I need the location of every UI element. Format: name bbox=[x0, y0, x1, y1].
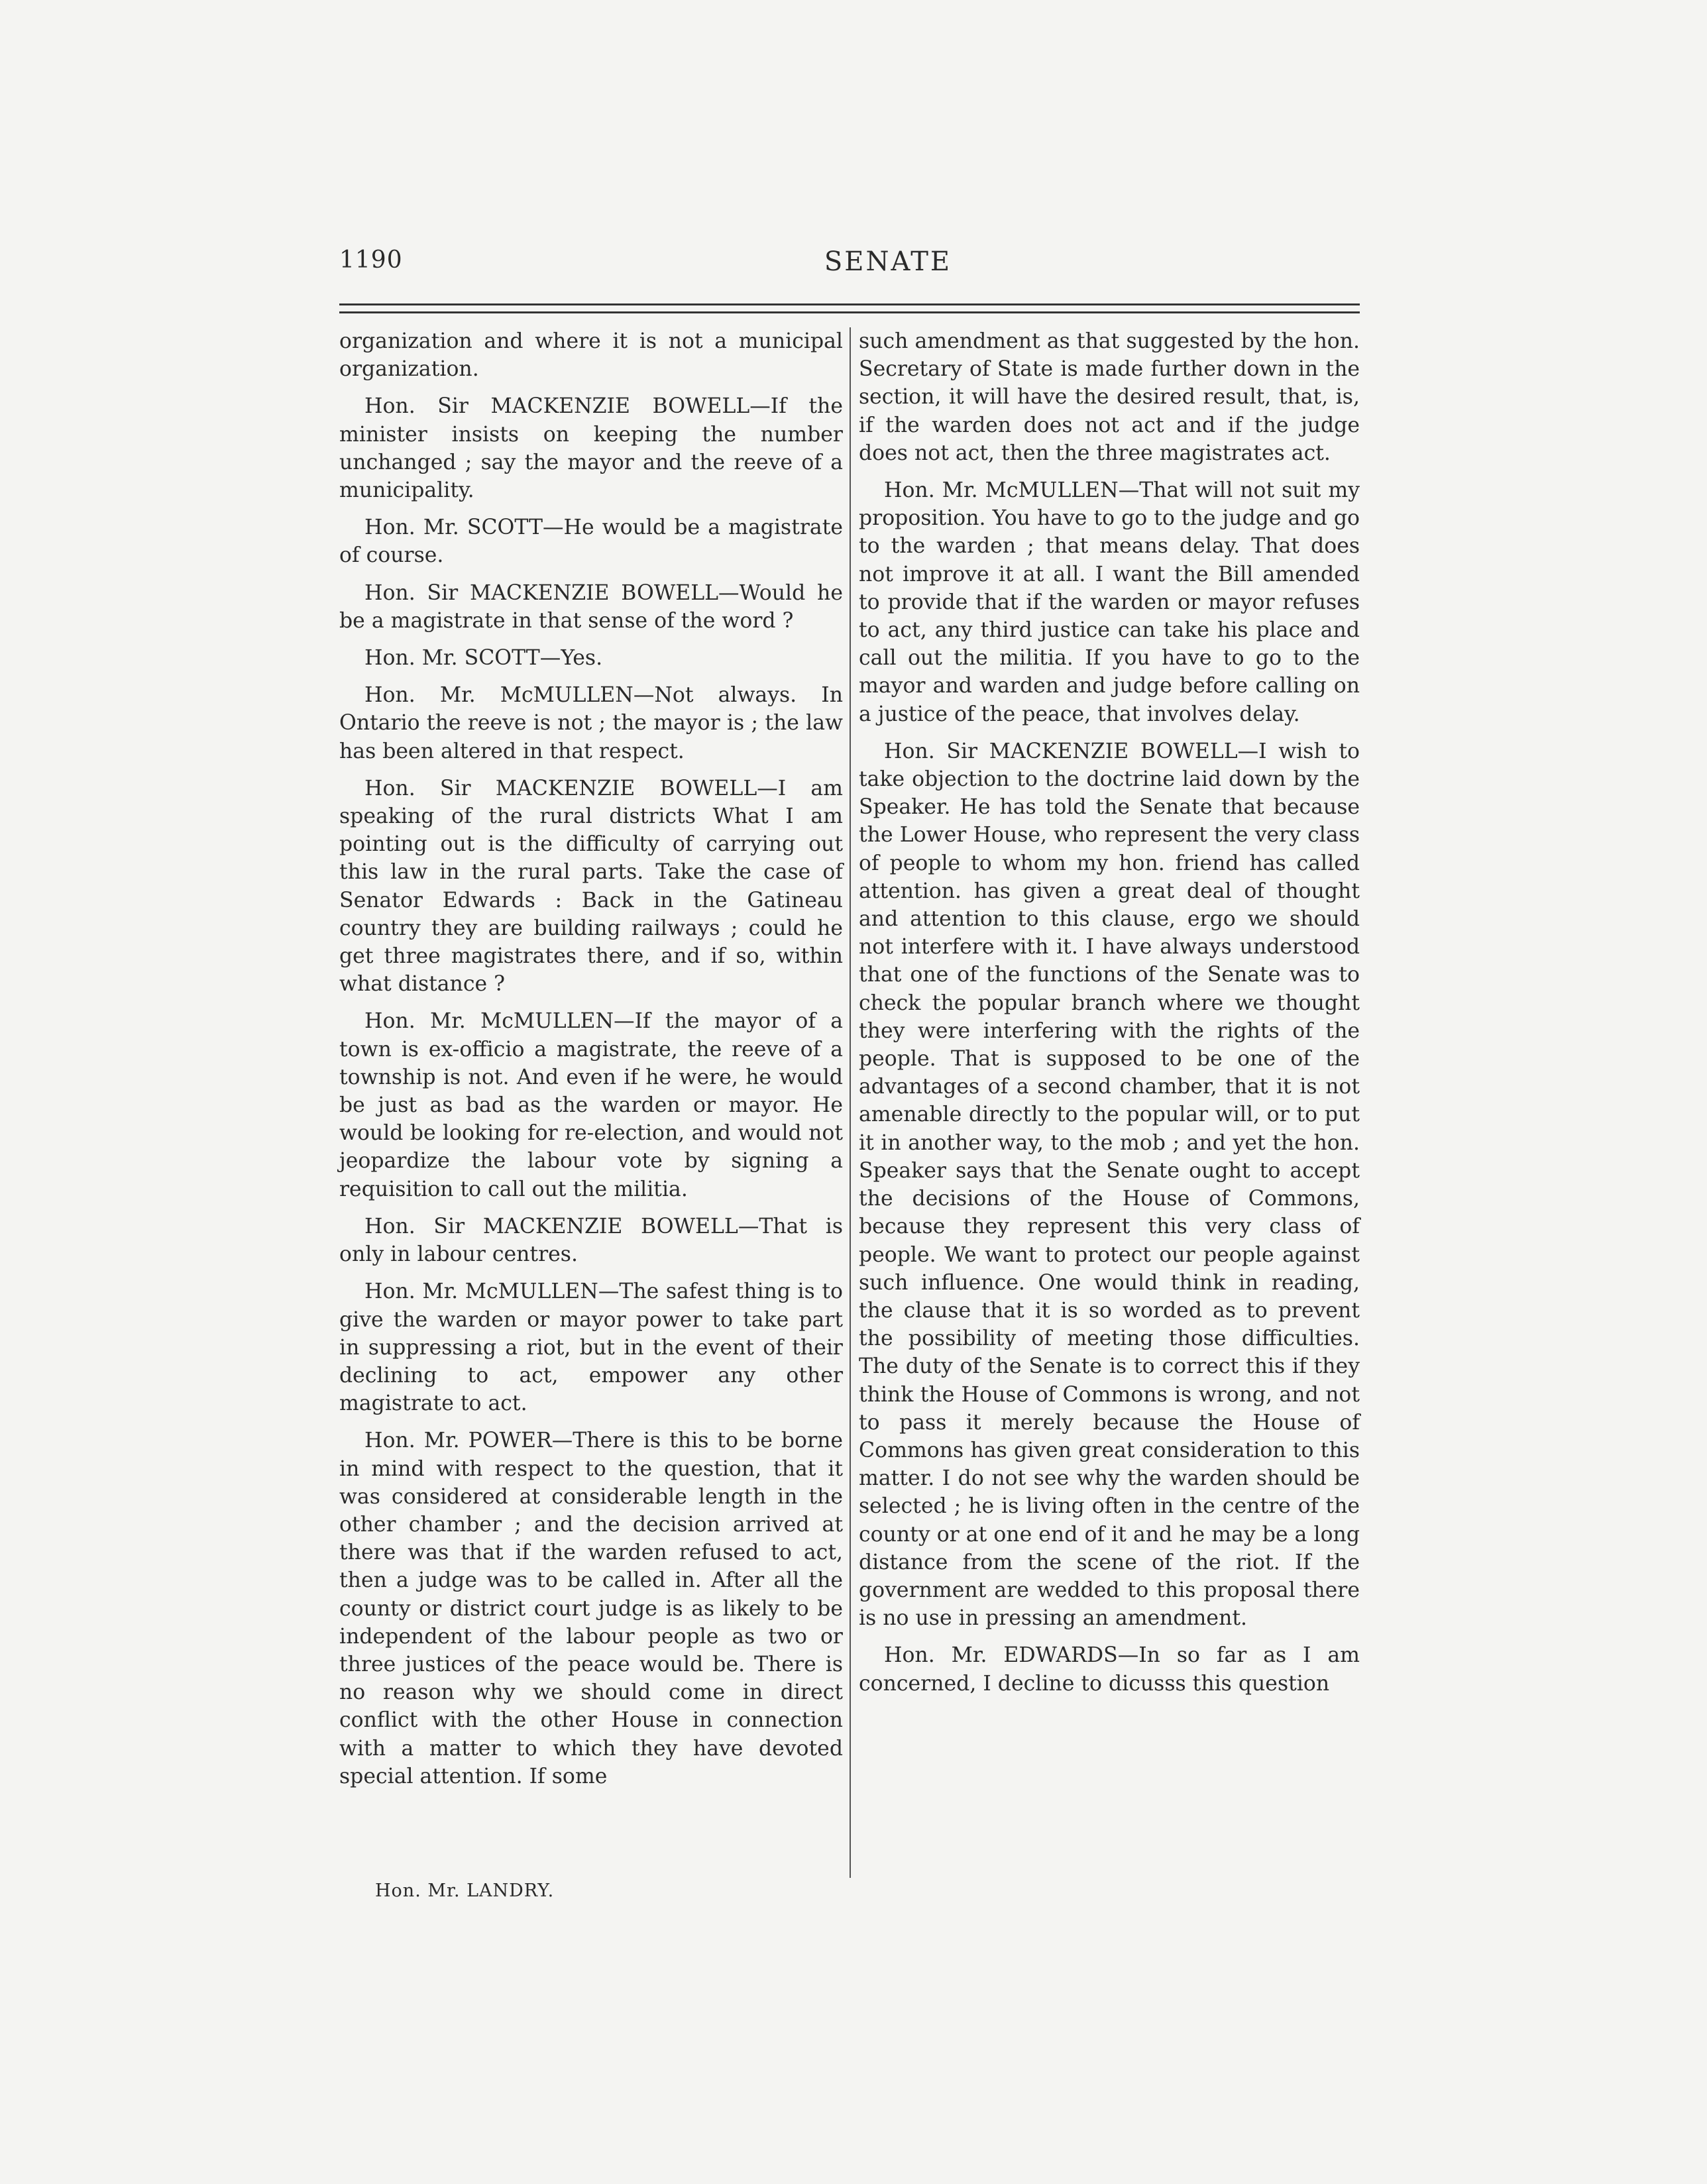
paragraph: Hon. Mr. McMULLEN—If the mayor of a town is ex-officio a magistrate, the reeve of a township is not. And even if he were, he would be just as bad as the warden or mayor. He would be looking for re-election, and would not jeopardize the labour vote by signing a requisition to call out the militia. bbox=[339, 1009, 843, 1201]
paragraph: Hon. Mr. POWER—There is this to be borne in mind with respect to the question, that it was considered at considerable length in the other chamber ; and the decision arrived at there was that if the warden refused to act, then a judge was to be called in. After all the county or district court judge is as likely to be independent of the labour people as two or three justices of the peace would be. There is no reason why we should come in direct conflict with the other House in connection with a matter to which they have devoted special attention. If some bbox=[339, 1429, 843, 1788]
right-column bbox=[859, 327, 1360, 1707]
footer-speaker-name: Hon. Mr. LANDRY. bbox=[375, 1881, 555, 1901]
paragraph: Hon. Mr. McMULLEN—That will not suit my proposition. You have to go to the judge and go to the warden ; that means delay. That does not improve it at all. I want the Bill amended to provide that if the warden or mayor refuses to act, any third justice can take his place and call out the militia. If you have to go to the mayor and warden and judge before calling on a justice of the peace, that involves delay. bbox=[859, 478, 1360, 726]
header-rule-top bbox=[339, 303, 1360, 305]
paragraph: Hon. Mr. McMULLEN—The safest thing is to give the warden or mayor power to take part in suppressing a riot, but in the event of their declining to act, empower any other magistrate to act. bbox=[339, 1280, 843, 1416]
paragraph: Hon. Mr. SCOTT—He would be a magistrate of course. bbox=[339, 516, 843, 568]
paragraph: Hon. Sir MACKENZIE BOWELL—I am speaking of the rural districts What I am pointing out is the difficulty of carrying out this law in the rural parts. Take the case of Senator Edwards : Back in the Gatineau country they are building railways ; could he get three magistrates there, and if so, within what distance ? bbox=[339, 776, 843, 997]
paragraph: Hon. Sir MACKENZIE BOWELL—That is only in labour centres. bbox=[339, 1214, 843, 1267]
left-column bbox=[339, 327, 843, 1800]
paragraph: Hon. Mr. McMULLEN—Not always. In Ontario the reeve is not ; the mayor is ; the law has been altered in that respect. bbox=[339, 683, 843, 763]
column-divider bbox=[850, 327, 851, 1878]
paragraph: Hon. Mr. EDWARDS—In so far as I am concerned, I decline to dicusss this question bbox=[859, 1643, 1360, 1696]
paragraph: such amendment as that suggested by the hon. Secretary of State is made further down in the section, it will have the desired result, that, is, if the warden does not act and if the judge does not act, then the three magistrates act. bbox=[859, 329, 1360, 465]
paragraph: Hon. Sir MACKENZIE BOWELL—I wish to take objection to the doctrine laid down by the Speaker. He has told the Senate that because the Lower House, who represent the very class of people to whom my hon. friend has called attention. has given a great deal of thought and attention to this clause, ergo we should not interfere with it. I have always understood that one of the functions of the Senate was to check the popular branch where we thought they were interfering with the rights of the people. That is supposed to be one of the advantages of a second chamber, that it is not amenable directly to the popular will, or to put it in another way, to the mob ; and yet the hon. Speaker says that the Senate ought to accept the decisions of the House of Commons, because they represent this very class of people. We want to protect our people against such influence. One would think in reading, the clause that it is so worded as to prevent the possibility of meeting those difficulties. The duty of the Senate is to correct this if they think the House of Commons is wrong, and not to pass it merely because the House of Commons has given great consideration to this matter. I do not see why the warden should be selected ; he is living often in the centre of the county or at one end of it and he may be a long distance from the scene of the riot. If the government are wedded to this proposal there is no use in pressing an amendment. bbox=[859, 739, 1360, 1631]
paragraph: Hon. Mr. SCOTT—Yes. bbox=[364, 646, 603, 671]
running-head: SENATE bbox=[824, 246, 952, 277]
paragraph: Hon. Sir MACKENZIE BOWELL—If the minister insists on keeping the number unchanged ; say the mayor and the reeve of a municipality. bbox=[339, 394, 843, 503]
header-rule-bottom bbox=[339, 311, 1360, 313]
page-number: 1190 bbox=[339, 246, 403, 274]
paragraph: Hon. Sir MACKENZIE BOWELL—Would he be a magistrate in that sense of the word ? bbox=[339, 580, 843, 633]
paragraph: organization and where it is not a municipal organization. bbox=[339, 329, 843, 382]
